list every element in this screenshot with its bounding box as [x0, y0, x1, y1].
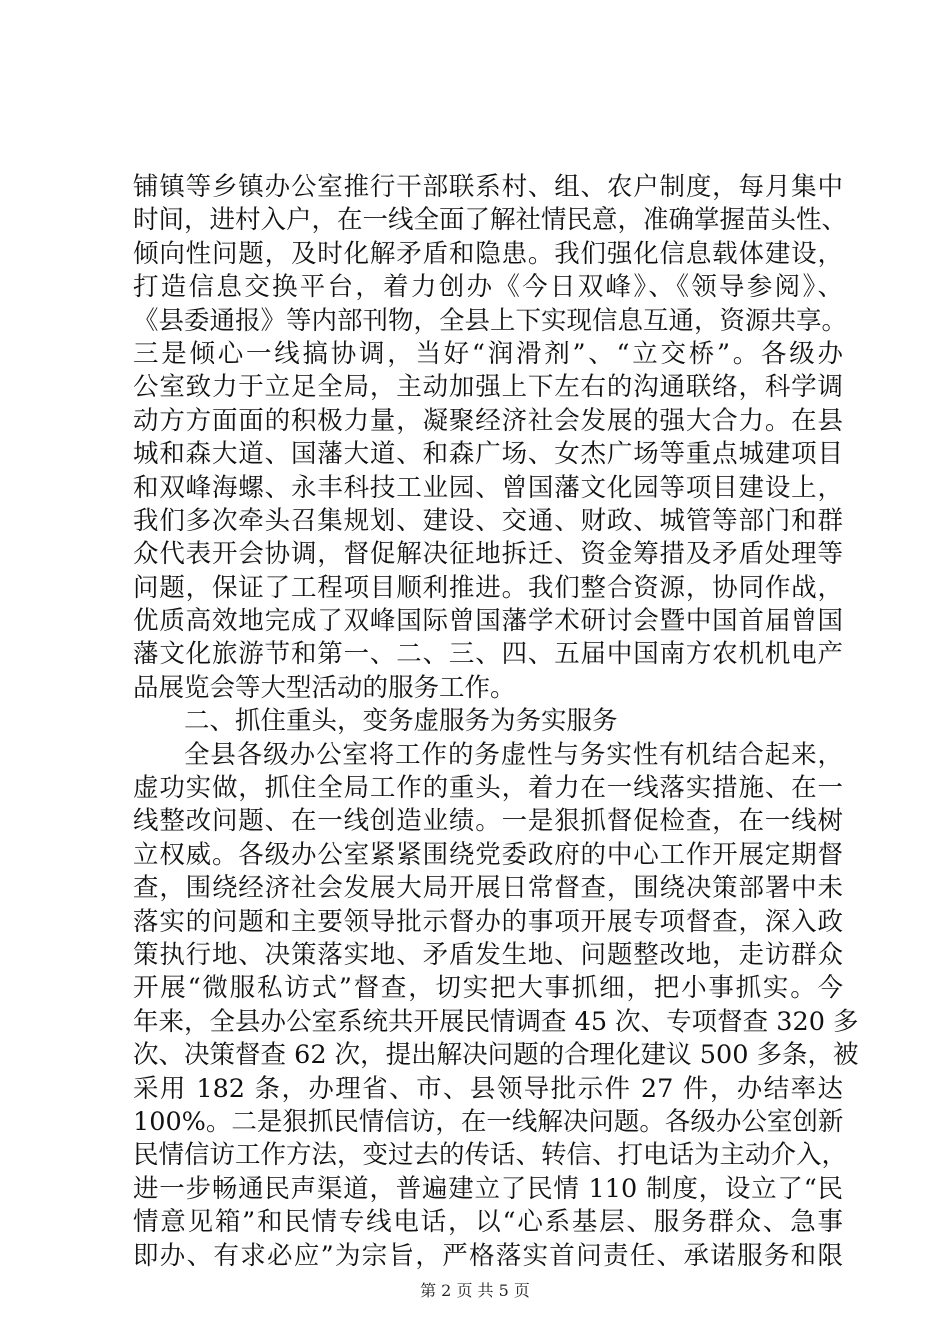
text-line: 铺镇等乡镇办公室推行干部联系村、组、农户制度，每月集中: [133, 172, 843, 202]
text-line: 民情信访工作方法，变过去的传话、转信、打电话为主动介入，: [133, 1140, 848, 1171]
text-line: 虚功实做，抓住全局工作的重头，着力在一线落实措施、在一: [133, 773, 843, 804]
text-line: 情意见箱”和民情专线电话，以“心系基层、服务群众、急事: [133, 1207, 843, 1238]
text-line: 我们多次牵头召集规划、建设、交通、财政、城管等部门和群: [133, 505, 843, 536]
text-line: 即办、有求必应”为宗旨，严格落实首问责任、承诺服务和限: [133, 1240, 843, 1271]
text-line: 《县委通报》等内部刊物，全县上下实现信息互通，资源共享。: [133, 305, 848, 336]
text-line: 城和森大道、国藩大道、和森广场、女杰广场等重点城建项目: [133, 439, 843, 470]
section-heading: 二、抓住重头，变务虚服务为务实服务: [184, 706, 618, 737]
text-line: 和双峰海螺、永丰科技工业园、曾国藩文化园等项目建设上，: [133, 472, 843, 503]
text-line: 全县各级办公室将工作的务虚性与务实性有机结合起来，: [184, 739, 843, 770]
text-line: 次、决策督查 62 次，提出解决问题的合理化建议 500 多条，被: [133, 1040, 859, 1071]
text-line: 查，围绕经济社会发展大局开展日常督查，围绕决策部署中未: [133, 873, 843, 904]
text-line: 100%。二是狠抓民情信访，在一线解决问题。各级办公室创新: [133, 1106, 844, 1137]
text-line: 众代表开会协调，督促解决征地拆迁、资金筹措及矛盾处理等: [133, 539, 843, 570]
text-line: 藩文化旅游节和第一、二、三、四、五届中国南方农机机电产: [133, 639, 843, 670]
text-line: 问题，保证了工程项目顺利推进。我们整合资源，协同作战，: [133, 572, 843, 603]
text-line: 策执行地、决策落实地、矛盾发生地、问题整改地，走访群众: [133, 939, 843, 970]
page-number-footer: 第 2 页 共 5 页: [420, 1281, 530, 1300]
text-line: 年来，全县办公室系统共开展民情调查 45 次、专项督查 320 多: [133, 1006, 859, 1037]
document-body: [133, 171, 859, 1273]
text-line: 品展览会等大型活动的服务工作。: [133, 672, 516, 703]
text-line: 倾向性问题，及时化解矛盾和隐患。我们强化信息载体建设，: [133, 238, 843, 269]
text-line: 时间，进村入户，在一线全面了解社情民意，准确掌握苗头性、: [133, 205, 848, 236]
text-line: 优质高效地完成了双峰国际曾国藩学术研讨会暨中国首届曾国: [133, 606, 843, 637]
text-line: 开展“微服私访式”督查，切实把大事抓细，把小事抓实。今: [133, 973, 843, 1004]
text-line: 落实的问题和主要领导批示督办的事项开展专项督查，深入政: [133, 906, 843, 937]
text-line: 公室致力于立足全局，主动加强上下左右的沟通联络，科学调: [133, 372, 843, 403]
text-line: 线整改问题、在一线创造业绩。一是狠抓督促检查，在一线树: [133, 806, 843, 837]
text-line: 打造信息交换平台，着力创办《今日双峰》、《领导参阅》、: [133, 272, 843, 303]
text-line: 三是倾心一线搞协调，当好“润滑剂”、“立交桥”。各级办: [133, 338, 843, 369]
text-line: 动方方面面的积极力量，凝聚经济社会发展的强大合力。在县: [133, 405, 843, 436]
text-line: 立权威。各级办公室紧紧围绕党委政府的中心工作开展定期督: [133, 839, 843, 870]
text-line: 采用 182 条，办理省、市、县领导批示件 27 件，办结率达: [133, 1073, 843, 1104]
text-line: 进一步畅通民声渠道，普遍建立了民情 110 制度，设立了“民: [133, 1173, 843, 1204]
